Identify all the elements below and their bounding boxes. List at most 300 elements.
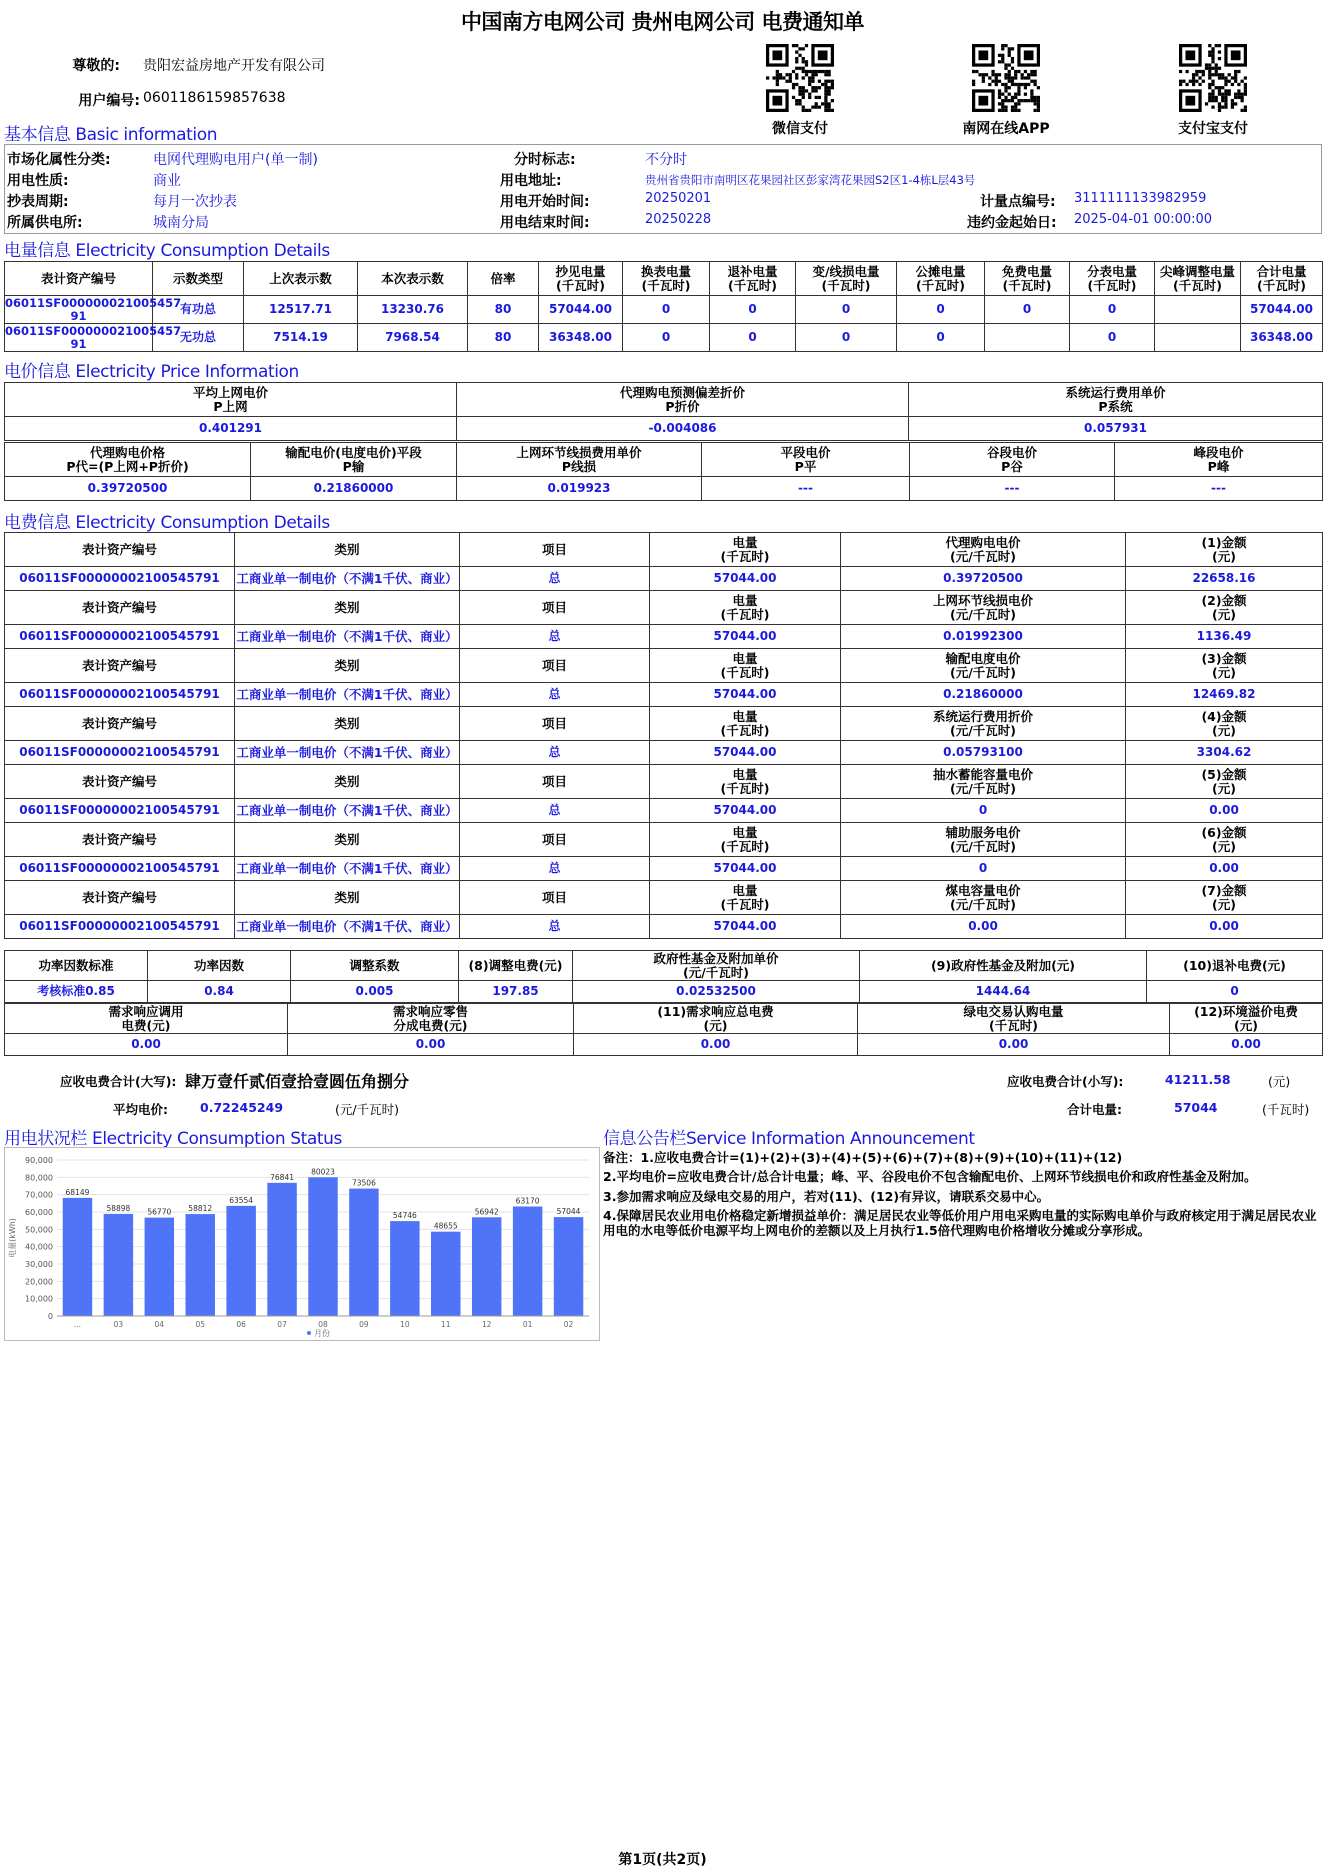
fee-col-price: 辅助服务电价 (元/千瓦时) [841,823,1126,857]
cell: 0 [623,296,710,324]
fee-col-qty: 电量 (千瓦时) [650,591,841,625]
fee-header-row [5,765,1323,799]
col-header: 上次表示数 [244,262,358,296]
fee-col-category: 类别 [235,533,460,567]
fee-amount: 3304.62 [1126,741,1323,765]
chart-bar [308,1177,337,1316]
fee-col-meter: 表计资产编号 [5,881,235,915]
total-upper-value: 肆万壹仟贰佰壹拾壹圆伍角捌分 [185,1072,410,1091]
qr-code-icon [972,44,1040,112]
fee-header-row [5,707,1323,741]
section-announce-title: 信息公告栏Service Information Announcement [603,1129,975,1149]
fee-category: 工商业单一制电价（不满1千伏、商业） [235,799,460,823]
section-price-title: 电价信息 Electricity Price Information [4,362,299,382]
col-header: 免费电量 (千瓦时) [985,262,1070,296]
pf-value: 197.85 [459,981,573,1003]
y-tick-label: 10,000 [25,1294,53,1304]
x-tick-label: 07 [277,1320,287,1329]
price-header: 谷段电价 P谷 [910,443,1115,477]
total-qty-unit: (千瓦时) [1262,1102,1310,1117]
fee-value-row [5,857,1323,881]
fee-col-amount: (3)金额 (元) [1126,649,1323,683]
cycle-value: 每月一次抄表 [153,194,237,210]
y-tick-label: 70,000 [25,1190,53,1200]
penalty-value: 2025-04-01 00:00:00 [1074,212,1213,227]
consumption-header-row [5,262,1323,296]
alipay-label: 支付宝支付 [1178,121,1248,137]
fee-item: 总 [460,857,650,881]
penalty-label: 违约金起始日: [967,215,1057,231]
section-consumption-title: 电量信息 Electricity Consumption Details [4,241,330,261]
fee-col-item: 项目 [460,649,650,683]
price-value: 0.21860000 [251,477,457,501]
data-label: 48655 [433,1221,458,1231]
cell [1155,296,1241,324]
fee-item: 总 [460,683,650,707]
price-header: 输配电价(电度电价)平段 P输 [251,443,457,477]
x-tick-label: 03 [113,1320,124,1329]
chart-bar [390,1221,419,1316]
fee-col-price: 抽水蓄能容量电价 (元/千瓦时) [841,765,1126,799]
data-label: 80023 [311,1167,335,1177]
fee-meter: 06011SF00000002100545791 [5,799,235,823]
fee-col-price: 代理购电电价 (元/千瓦时) [841,533,1126,567]
x-tick-label: 11 [440,1320,451,1329]
dr-header: 需求响应调用 电费(元) [5,1004,288,1034]
price-value: 0.401291 [5,417,457,441]
cell [1155,324,1241,352]
data-label: 58898 [106,1203,131,1213]
section-basic-title: 基本信息 Basic information [4,125,218,145]
total-lower-unit: (元) [1268,1074,1291,1089]
fee-qty: 57044.00 [650,741,841,765]
col-header: 抄见电量 (千瓦时) [539,262,623,296]
tou-label: 分时标志: [514,152,576,168]
x-tick-label: 05 [195,1320,206,1329]
cell: 有功总 [153,296,244,324]
fee-qty: 57044.00 [650,567,841,591]
total-lower-label: 应收电费合计(小写): [1007,1074,1124,1089]
price-value: 0.019923 [457,477,702,501]
fee-price: 0.39720500 [841,567,1126,591]
basic-info-panel [4,144,1322,234]
fee-price: 0 [841,799,1126,823]
wechat-pay-label: 微信支付 [772,121,828,137]
pf-header: (8)调整电费(元) [459,951,573,981]
cell: 0 [1070,324,1155,352]
fee-col-item: 项目 [460,707,650,741]
fee-col-amount: (5)金额 (元) [1126,765,1323,799]
cell: 0 [796,296,897,324]
fee-item: 总 [460,741,650,765]
fee-amount: 0.00 [1126,915,1323,939]
price-value: --- [910,477,1115,501]
dr-value: 0.00 [288,1034,574,1056]
fee-qty: 57044.00 [650,625,841,649]
fee-col-amount: (2)金额 (元) [1126,591,1323,625]
x-tick-label: 02 [563,1320,574,1329]
cell: 7514.19 [244,324,358,352]
consumption-chart-panel [4,1147,600,1341]
fee-category: 工商业单一制电价（不满1千伏、商业） [235,857,460,881]
fee-col-category: 类别 [235,823,460,857]
data-label: 63170 [515,1196,540,1206]
pf-value: 考核标准0.85 [5,981,148,1003]
fee-col-item: 项目 [460,823,650,857]
fee-col-category: 类别 [235,881,460,915]
data-label: 63554 [229,1195,254,1205]
x-tick-label: 10 [400,1320,410,1329]
tou-value: 不分时 [645,152,687,168]
fee-value-row [5,915,1323,939]
cell: 0 [710,324,796,352]
x-tick-label: 08 [318,1320,328,1329]
notes-panel [603,1150,1323,1242]
y-axis-label: 电量(kWh) [8,1218,17,1258]
price-value: 0.39720500 [5,477,251,501]
cell: 80 [468,296,539,324]
chart-bar [267,1183,296,1316]
price-header: 系统运行费用单价 P系统 [909,383,1323,417]
fee-meter: 06011SF00000002100545791 [5,625,235,649]
x-tick-label: 04 [154,1320,165,1329]
fee-table [4,532,1323,939]
fee-qty: 57044.00 [650,799,841,823]
start-label: 用电开始时间: [500,194,590,210]
fee-col-price: 输配电度电价 (元/千瓦时) [841,649,1126,683]
start-value: 20250201 [645,191,712,206]
col-header: 换表电量 (千瓦时) [623,262,710,296]
data-label: 76841 [270,1172,295,1182]
consumption-table [4,261,1323,352]
fee-meter: 06011SF00000002100545791 [5,567,235,591]
section-status-title: 用电状况栏 Electricity Consumption Status [4,1129,343,1149]
legend-label: 月份 [314,1329,330,1338]
y-tick-label: 60,000 [25,1208,53,1217]
fee-col-meter: 表计资产编号 [5,765,235,799]
end-label: 用电结束时间: [500,215,590,231]
app-pay-label: 南网在线APP [962,121,1050,137]
fee-value-row [5,799,1323,823]
fee-price: 0.05793100 [841,741,1126,765]
fee-amount: 12469.82 [1126,683,1323,707]
chart-bar [513,1207,542,1316]
fee-col-meter: 表计资产编号 [5,591,235,625]
fee-amount: 0.00 [1126,799,1323,823]
dr-header: 绿电交易认购电量 (千瓦时) [858,1004,1170,1034]
x-tick-label: 12 [481,1320,492,1329]
cell: 0 [710,296,796,324]
address-label: 用电地址: [500,173,562,189]
data-label: 57044 [556,1207,581,1217]
usage-label: 用电性质: [7,173,69,189]
fee-col-amount: (1)金额 (元) [1126,533,1323,567]
consumption-bar-chart [5,1148,599,1340]
legend-marker [307,1331,311,1335]
fee-col-amount: (7)金额 (元) [1126,881,1323,915]
address-value: 贵州省贵阳市南明区花果园社区彭家湾花果园S2区1-4栋L层43号 [645,173,976,187]
fee-col-item: 项目 [460,533,650,567]
price-header: 峰段电价 P峰 [1115,443,1323,477]
fee-price: 0.00 [841,915,1126,939]
page-title: 中国南方电网公司 贵州电网公司 电费通知单 [460,10,865,34]
col-header: 示数类型 [153,262,244,296]
fee-amount: 22658.16 [1126,567,1323,591]
fee-col-price: 煤电容量电价 (元/千瓦时) [841,881,1126,915]
meter-cell: 06011SF000000021005457 91 [5,296,182,323]
fee-col-meter: 表计资产编号 [5,707,235,741]
recipient-label: 尊敬的: [72,58,120,74]
col-header: 合计电量 (千瓦时) [1241,262,1323,296]
market-attr-value: 电网代理购电用户(单一制) [153,152,318,168]
fee-header-row [5,533,1323,567]
chart-bar [554,1217,583,1316]
avg-price-label: 平均电价: [113,1102,168,1117]
y-tick-label: 0 [47,1312,53,1321]
cell: 13230.76 [358,296,468,324]
office-value: 城南分局 [153,215,209,231]
fee-category: 工商业单一制电价（不满1千伏、商业） [235,741,460,765]
chart-bar [226,1206,255,1316]
pf-header: 政府性基金及附加单价 (元/千瓦时) [573,951,860,981]
fee-col-item: 项目 [460,881,650,915]
cell: 12517.71 [244,296,358,324]
fee-col-meter: 表计资产编号 [5,649,235,683]
fee-item: 总 [460,567,650,591]
cell: 36348.00 [1241,324,1323,352]
note-item: 2.平均电价=应收电费合计/总合计电量；峰、平、谷段电价不包含输配电价、上网环节线损电价和政府性基金及附加。 [603,1169,1257,1185]
chart-bar [472,1217,501,1316]
power-factor-table [4,950,1323,1003]
fee-category: 工商业单一制电价（不满1千伏、商业） [235,683,460,707]
fee-value-row [5,683,1323,707]
dr-value: 0.00 [574,1034,858,1056]
fee-col-meter: 表计资产编号 [5,823,235,857]
meter-cell: 06011SF000000021005457 91 [5,324,182,351]
account-number: 0601186159857638 [143,90,286,106]
note-item: 备注：1.应收电费合计=(1)+(2)+(3)+(4)+(5)+(6)+(7)+(8)+(9)+(10)+(11)+(12) [603,1150,1123,1165]
col-header: 变/线损电量 (千瓦时) [796,262,897,296]
fee-category: 工商业单一制电价（不满1千伏、商业） [235,915,460,939]
price-table-top [4,382,1323,441]
fee-col-price: 系统运行费用折价 (元/千瓦时) [841,707,1126,741]
fee-col-item: 项目 [460,591,650,625]
fee-item: 总 [460,915,650,939]
dr-header: (12)环境溢价电费 (元) [1170,1004,1323,1034]
usage-value: 商业 [153,173,181,189]
fee-col-category: 类别 [235,765,460,799]
pf-header: 调整系数 [291,951,459,981]
fee-category: 工商业单一制电价（不满1千伏、商业） [235,567,460,591]
data-label: 73506 [351,1178,376,1188]
fee-qty: 57044.00 [650,857,841,881]
fee-qty: 57044.00 [650,683,841,707]
meter-point-value: 3111111133982959 [1074,191,1207,206]
fee-category: 工商业单一制电价（不满1千伏、商业） [235,625,460,649]
cell [985,324,1070,352]
col-header: 公摊电量 (千瓦时) [897,262,985,296]
fee-col-qty: 电量 (千瓦时) [650,765,841,799]
account-label: 用户编号: [78,93,140,109]
pf-header: 功率因数 [148,951,291,981]
avg-price-unit: (元/千瓦时) [335,1102,399,1117]
fee-header-row [5,649,1323,683]
meter-point-label: 计量点编号: [980,194,1056,210]
fee-meter: 06011SF00000002100545791 [5,741,235,765]
fee-col-qty: 电量 (千瓦时) [650,649,841,683]
cell: 80 [468,324,539,352]
data-label: 56942 [474,1207,499,1217]
chart-bar [63,1198,92,1316]
office-label: 所属供电所: [7,215,83,231]
fee-value-row [5,625,1323,649]
price-value: 0.057931 [909,417,1323,441]
pf-value: 0 [1147,981,1323,1003]
y-tick-label: 90,000 [25,1156,53,1165]
x-tick-label: 01 [522,1320,533,1329]
col-header: 退补电量 (千瓦时) [710,262,796,296]
col-header: 本次表示数 [358,262,468,296]
price-value: -0.004086 [457,417,909,441]
fee-item: 总 [460,625,650,649]
cell: 57044.00 [1241,296,1323,324]
pf-header: (10)退补电费(元) [1147,951,1323,981]
fee-amount: 1136.49 [1126,625,1323,649]
data-label: 68149 [65,1187,90,1197]
fee-col-qty: 电量 (千瓦时) [650,881,841,915]
pf-value: 0.84 [148,981,291,1003]
fee-header-row [5,823,1323,857]
fee-header-row [5,591,1323,625]
cell: 36348.00 [539,324,623,352]
fee-col-price: 上网环节线损电价 (元/千瓦时) [841,591,1126,625]
pf-header: (9)政府性基金及附加(元) [860,951,1147,981]
fee-col-amount: (6)金额 (元) [1126,823,1323,857]
consumption-row [5,324,1323,352]
total-qty-value: 57044 [1174,1100,1218,1115]
dr-value: 0.00 [858,1034,1170,1056]
pf-value: 0.02532500 [573,981,860,1003]
total-qty-label: 合计电量: [1067,1102,1122,1117]
y-tick-label: 40,000 [25,1242,53,1252]
col-header: 倍率 [468,262,539,296]
cell: 0 [623,324,710,352]
data-label: 58812 [188,1204,213,1214]
fee-price: 0 [841,857,1126,881]
price-header: 代理购电预测偏差折价 P折价 [457,383,909,417]
price-value: --- [702,477,910,501]
chart-bar [431,1232,460,1316]
fee-col-meter: 表计资产编号 [5,533,235,567]
y-tick-label: 80,000 [25,1173,53,1183]
fee-price: 0.21860000 [841,683,1126,707]
y-tick-label: 30,000 [25,1260,53,1269]
price-value: --- [1115,477,1323,501]
fee-meter: 06011SF00000002100545791 [5,683,235,707]
demand-response-table [4,1003,1323,1056]
cell: 7968.54 [358,324,468,352]
dr-header: 需求响应零售 分成电费(元) [288,1004,574,1034]
cycle-label: 抄表周期: [7,194,69,210]
cell: 0 [985,296,1070,324]
y-tick-label: 20,000 [25,1277,53,1287]
section-fee-title: 电费信息 Electricity Consumption Details [4,513,330,533]
fee-col-qty: 电量 (千瓦时) [650,707,841,741]
cell: 0 [897,296,985,324]
chart-bar [145,1218,174,1316]
cell: 57044.00 [539,296,623,324]
col-header: 表计资产编号 [5,262,153,296]
fee-amount: 0.00 [1126,857,1323,881]
cell: 无功总 [153,324,244,352]
fee-price: 0.01992300 [841,625,1126,649]
end-value: 20250228 [645,212,712,227]
fee-col-category: 类别 [235,591,460,625]
note-item: 3.参加需求响应及绿电交易的用户，若对(11)、(12)有异议，请联系交易中心。 [603,1188,1050,1204]
fee-header-row [5,881,1323,915]
x-tick-label: ... [73,1320,82,1329]
qr-code-icon [1179,44,1247,112]
fee-meter: 06011SF00000002100545791 [5,857,235,881]
x-tick-label: 06 [236,1320,246,1329]
price-table-bottom [4,442,1323,501]
qr-code-icon [766,44,834,112]
total-upper-label: 应收电费合计(大写): [60,1074,177,1089]
chart-bar [104,1214,133,1316]
fee-value-row [5,567,1323,591]
avg-price-value: 0.72245249 [200,1100,284,1115]
dr-header: (11)需求响应总电费 (元) [574,1004,858,1034]
pf-value: 0.005 [291,981,459,1003]
fee-col-category: 类别 [235,707,460,741]
pf-header: 功率因数标准 [5,951,148,981]
fee-col-qty: 电量 (千瓦时) [650,823,841,857]
fee-meter: 06011SF00000002100545791 [5,915,235,939]
chart-bar [185,1214,214,1316]
cell: 0 [796,324,897,352]
fee-value-row [5,741,1323,765]
data-label: 56770 [147,1207,172,1217]
fee-qty: 57044.00 [650,915,841,939]
dr-value: 0.00 [1170,1034,1323,1056]
dr-value: 0.00 [5,1034,288,1056]
cell: 0 [1070,296,1155,324]
page-number: 第1页(共2页) [618,1852,707,1868]
consumption-row [5,296,1323,324]
fee-col-category: 类别 [235,649,460,683]
fee-col-qty: 电量 (千瓦时) [650,533,841,567]
total-lower-value: 41211.58 [1165,1072,1231,1087]
note-item: 4.保障居民农业用电价格稳定新增损益单价：满足居民农业等低价用户用电采购电量的实际购电单价与政府核定用于满足居民农业用电的水电等低价电源平均上网电价的差额以及上月执行1.5倍代理购电价格增收分摊或分享形成。 [603,1207,1317,1238]
y-tick-label: 50,000 [25,1225,53,1235]
price-header: 代理购电价格 P代=(P上网+P折价) [5,443,251,477]
chart-bar [349,1189,378,1316]
cell: 0 [897,324,985,352]
market-attr-label: 市场化属性分类: [7,152,111,168]
pf-value: 1444.64 [860,981,1147,1003]
price-header: 平均上网电价 P上网 [5,383,457,417]
price-header: 上网环节线损费用单价 P线损 [457,443,702,477]
col-header: 尖峰调整电量 (千瓦时) [1155,262,1241,296]
x-tick-label: 09 [359,1320,369,1329]
price-header: 平段电价 P平 [702,443,910,477]
fee-col-item: 项目 [460,765,650,799]
recipient-name: 贵阳宏益房地产开发有限公司 [143,58,325,74]
fee-col-amount: (4)金额 (元) [1126,707,1323,741]
fee-item: 总 [460,799,650,823]
data-label: 54746 [392,1211,417,1221]
col-header: 分表电量 (千瓦时) [1070,262,1155,296]
